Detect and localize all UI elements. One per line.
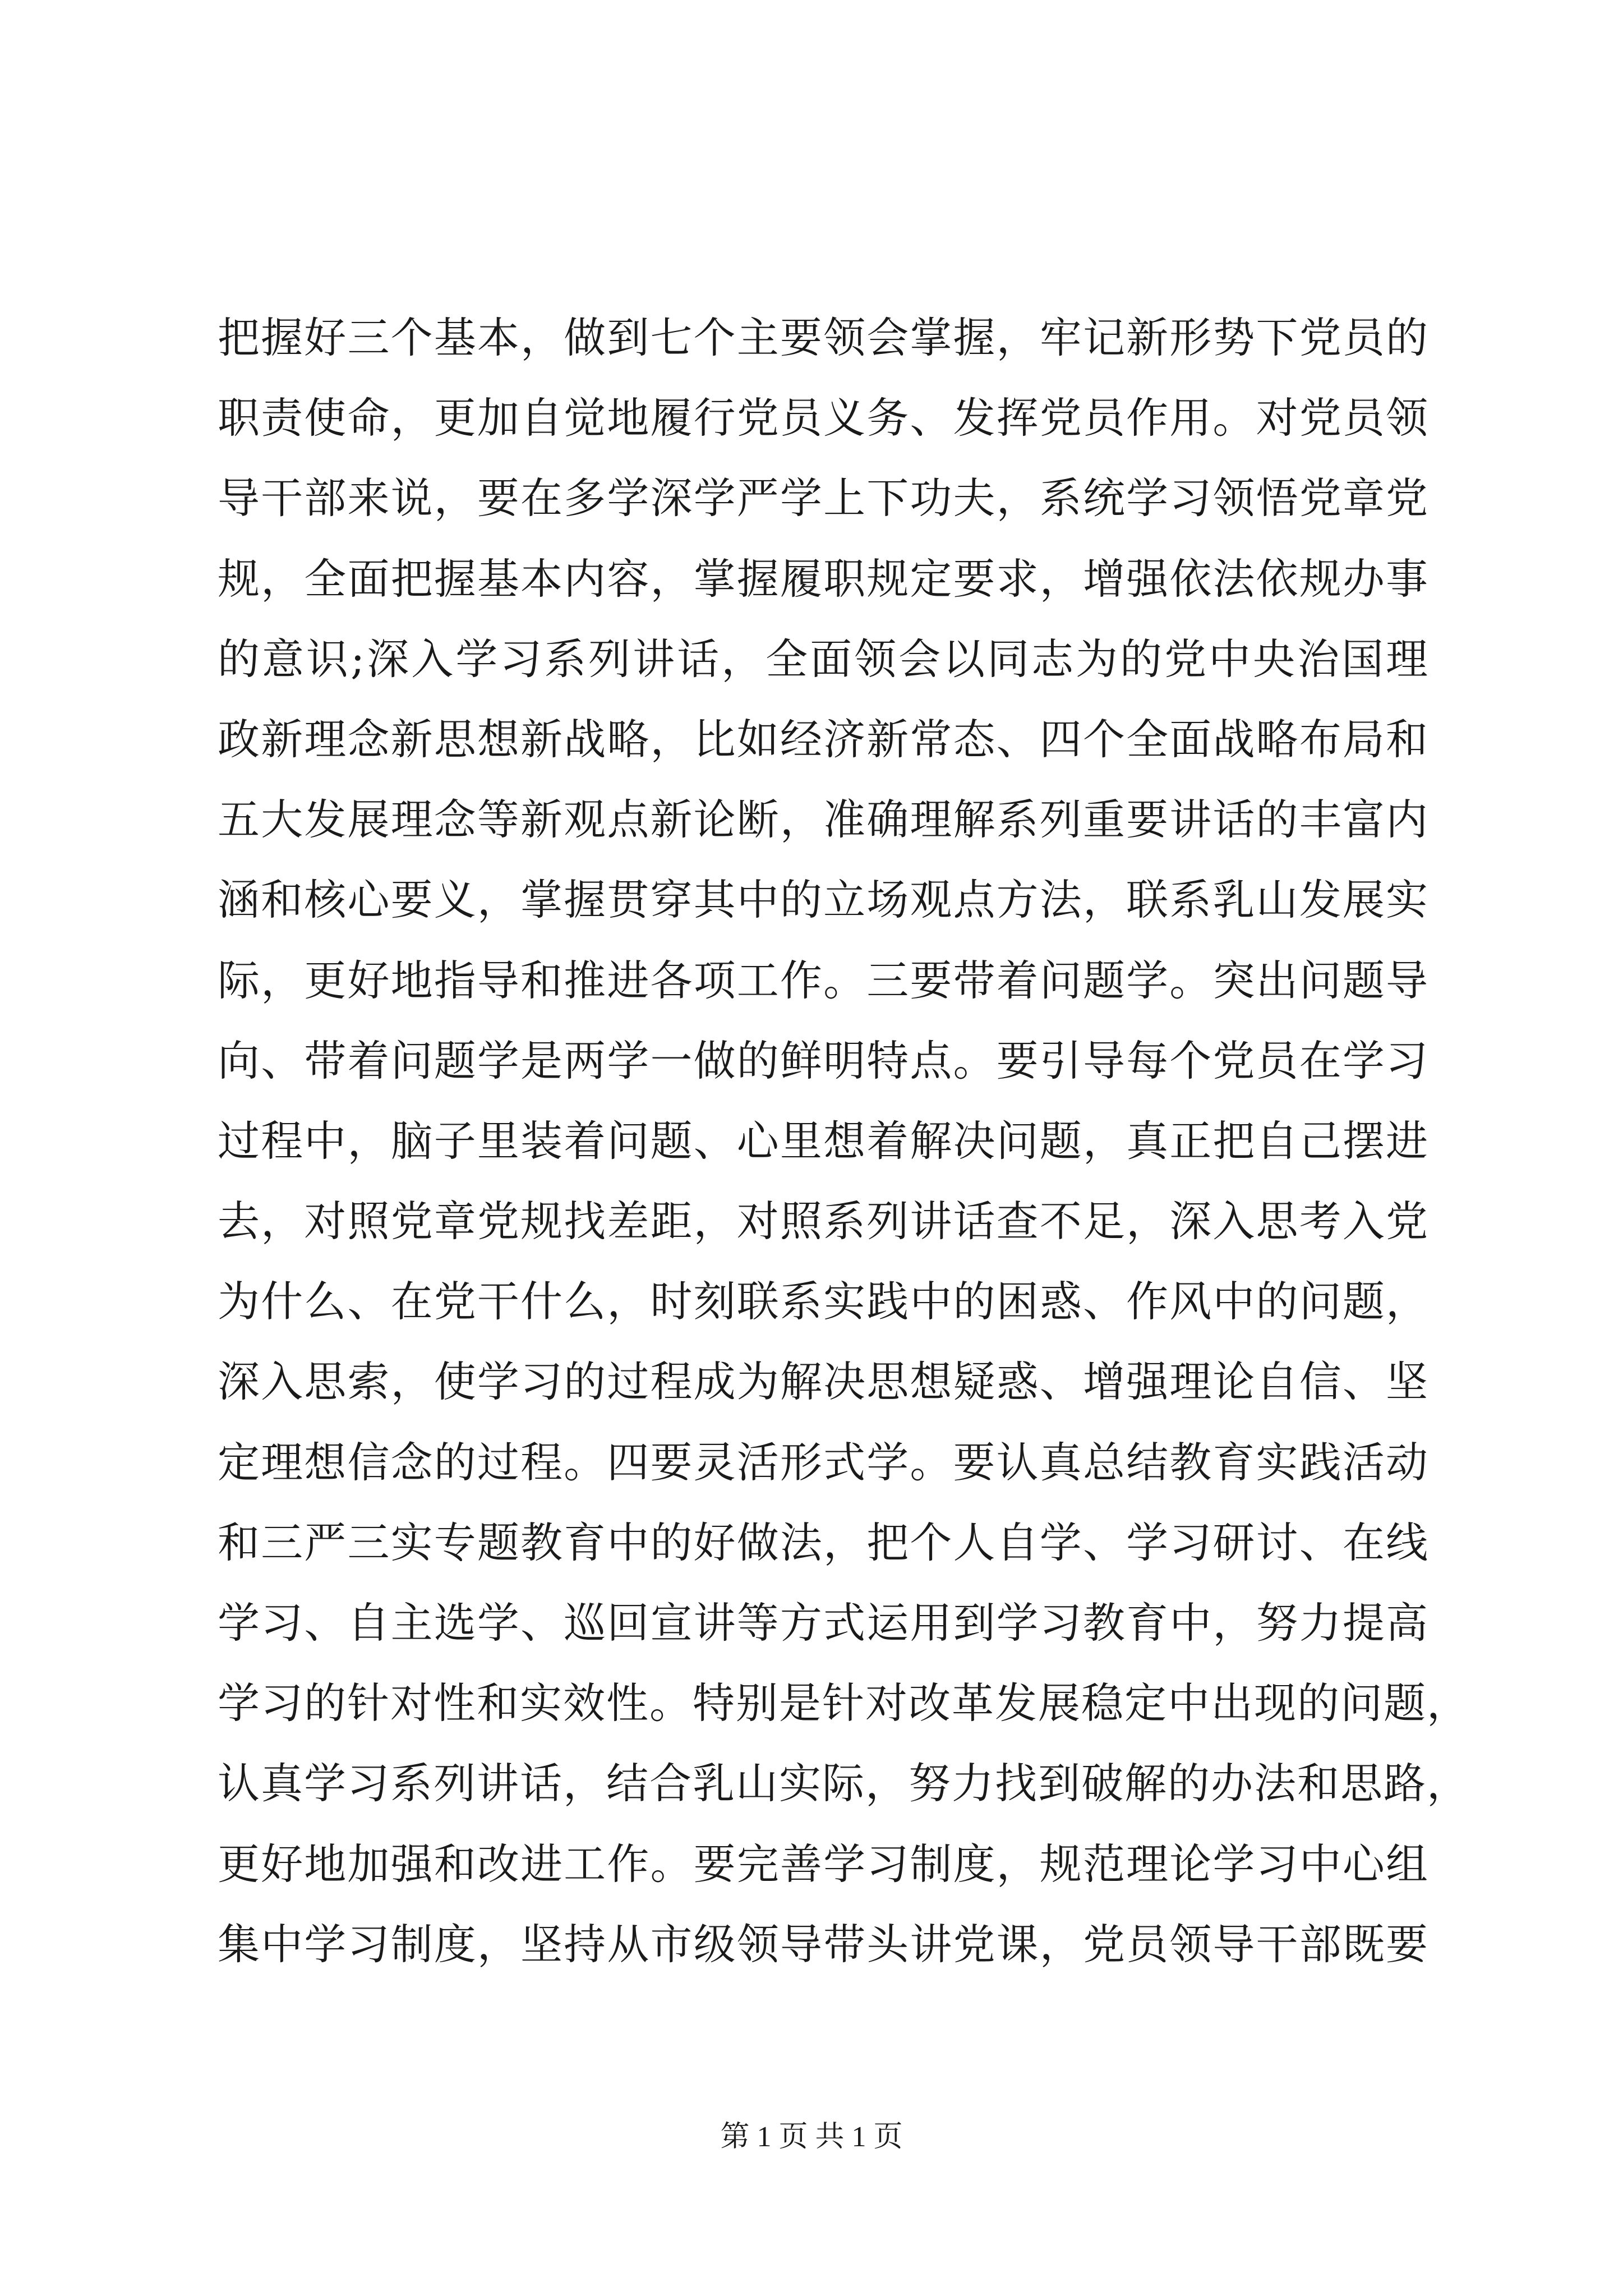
text-line: 深入思索，使学习的过程成为解决思想疑惑、增强理论自信、坚 bbox=[218, 1357, 1429, 1407]
text-line: 向、带着问题学是两学一做的鲜明特点。要引导每个党员在学习 bbox=[218, 1036, 1429, 1085]
text-line: 际，更好地指导和推进各项工作。三要带着问题学。突出问题导 bbox=[218, 955, 1429, 1005]
text-line: 涵和核心要义，掌握贯穿其中的立场观点方法，联系乳山发展实 bbox=[218, 875, 1429, 925]
document-body bbox=[218, 298, 1470, 1985]
text-line: 把握好三个基本，做到七个主要领会掌握，牢记新形势下党员的 bbox=[218, 313, 1429, 362]
text-line: 为什么、在党干什么，时刻联系实践中的困惑、作风中的问题， bbox=[218, 1277, 1429, 1327]
text-line: 五大发展理念等新观点新论断，准确理解系列重要讲话的丰富内 bbox=[218, 795, 1429, 845]
text-line: 职责使命，更加自觉地履行党员义务、发挥党员作用。对党员领 bbox=[218, 393, 1429, 443]
text-line: 去，对照党章党规找差距，对照系列讲话查不足，深入思考入党 bbox=[218, 1197, 1429, 1246]
text-line: 定理想信念的过程。四要灵活形式学。要认真总结教育实践活动 bbox=[218, 1437, 1429, 1487]
page-indicator: 第 1 页 共 1 页 bbox=[720, 2121, 903, 2153]
text-line: 的意识;深入学习系列讲话，全面领会以同志为的党中央治国理 bbox=[218, 634, 1429, 684]
text-line: 和三严三实专题教育中的好做法，把个人自学、学习研讨、在线 bbox=[218, 1517, 1429, 1567]
text-line: 政新理念新思想新战略，比如经济新常态、四个全面战略布局和 bbox=[218, 714, 1429, 764]
text-line: 更好地加强和改进工作。要完善学习制度，规范理论学习中心组 bbox=[218, 1839, 1429, 1889]
text-line: 认真学习系列讲话，结合乳山实际，努力找到破解的办法和思路， bbox=[218, 1759, 1470, 1809]
text-line: 集中学习制度，坚持从市级领导带头讲党课，党员领导干部既要 bbox=[218, 1919, 1429, 1969]
text-line: 过程中，脑子里装着问题、心里想着解决问题，真正把自己摆进 bbox=[218, 1116, 1429, 1166]
page-footer bbox=[0, 2118, 1623, 2157]
text-line: 学习的针对性和实效性。特别是针对改革发展稳定中出现的问题， bbox=[218, 1678, 1470, 1728]
text-line: 规，全面把握基本内容，掌握履职规定要求，增强依法依规办事 bbox=[218, 554, 1429, 604]
text-line: 学习、自主选学、巡回宣讲等方式运用到学习教育中，努力提高 bbox=[218, 1598, 1429, 1648]
text-line: 导干部来说，要在多学深学严学上下功夫，系统学习领悟党章党 bbox=[218, 473, 1429, 523]
